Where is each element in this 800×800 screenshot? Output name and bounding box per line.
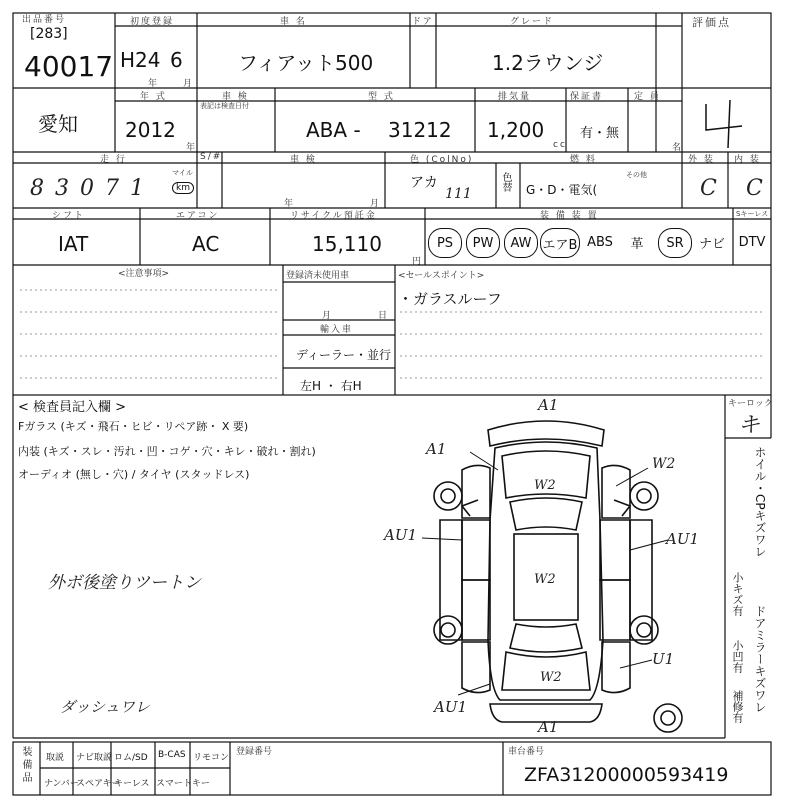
- fuel-label: 燃 料: [570, 155, 597, 165]
- import-value: ディーラー・並行: [296, 348, 392, 362]
- footer-item-keyless: キーレス: [114, 779, 150, 789]
- footer-item-smartkey: スマートキー: [156, 779, 210, 789]
- side-note-repair: 補修有: [731, 690, 744, 723]
- footer-item-remote: リモコン: [193, 753, 230, 763]
- mileage-label: 走 行: [100, 155, 127, 165]
- model-code: 31212: [388, 118, 452, 142]
- recycle-fee: 15,110: [312, 232, 382, 256]
- cc-unit: cc: [553, 140, 567, 150]
- handwritten-note-2: ダッシュワレ: [60, 698, 150, 716]
- inspector-line1: Fガラス (キズ・飛石・ヒビ・リペア跡・ X 要): [18, 420, 249, 433]
- capacity-unit: 名: [672, 143, 684, 153]
- reg-no-label: 登録番号: [236, 747, 273, 757]
- month-unit: 月: [183, 79, 195, 89]
- shift: IAT: [58, 232, 89, 256]
- fuel-value: G・D・電気(: [526, 183, 598, 197]
- mark-front-right: W2: [652, 456, 676, 472]
- inspect-month-unit: 月: [370, 199, 382, 209]
- fuel-other: その他: [626, 171, 647, 179]
- keylock-label: キーロック: [728, 399, 773, 409]
- color-number: 111: [445, 186, 472, 202]
- equip-aw: AW: [504, 228, 538, 258]
- sales-point: ・ガラスルーフ: [398, 290, 502, 308]
- footer-item-manual: 取説: [46, 753, 65, 763]
- km-unit: km: [172, 182, 194, 194]
- warranty-value: 有・無: [580, 126, 620, 141]
- reg-month: 月: [322, 311, 334, 321]
- footer-item-rom: ロム/SD: [114, 753, 148, 763]
- footer-item-navi-manual: ナビ取説: [76, 753, 113, 763]
- keylock-value: キ: [738, 413, 761, 438]
- reg-unused-label: 登録済未使用車: [286, 271, 350, 281]
- footer-equip-title: 装 備 品: [20, 746, 31, 783]
- door-label: ドア: [412, 17, 434, 27]
- equip-airbag: エアB: [540, 228, 580, 258]
- footer-item-number: ナンバー: [44, 779, 79, 789]
- inspection-label: 車 検: [222, 92, 249, 102]
- side-note-mirror: ドアミラーキズワレ: [753, 605, 767, 713]
- capacity-label: 定 員: [634, 92, 661, 102]
- exhibit-sub: [283]: [30, 26, 68, 42]
- interior-grade: C: [746, 176, 763, 201]
- displacement: 1,200: [487, 118, 545, 142]
- color-label: 色 (ColNo): [410, 155, 474, 165]
- displacement-label: 排気量: [498, 92, 532, 102]
- shift-label: シフト: [52, 211, 86, 221]
- footer-item-spare-key: スペアキー: [76, 779, 121, 789]
- yen-unit: 円: [412, 257, 424, 267]
- exhibit-number: 40017: [24, 50, 114, 83]
- mark-left-door: AU1: [384, 526, 418, 544]
- caution-label: <注意事項>: [118, 269, 170, 279]
- equip-abs: ABS: [587, 234, 613, 250]
- car-name: フィアット500: [238, 51, 374, 75]
- sunit-label: S/#: [200, 152, 223, 162]
- mileage: 8 3 0 7 1: [30, 176, 146, 201]
- model-year-unit: 年: [186, 143, 198, 153]
- sales-label: <セールスポイント>: [398, 271, 485, 281]
- exhibit-label: 出品番号: [22, 15, 67, 25]
- recycle-label: リサイクル預託金: [290, 211, 377, 221]
- equip-ps: PS: [428, 228, 462, 258]
- ac-label: エアコン: [176, 211, 220, 221]
- grade: 1.2ラウンジ: [492, 51, 604, 75]
- handwritten-note-1: 外ボ後塗りツートン: [48, 573, 201, 593]
- inspector-title: < 検査員記入欄 >: [18, 400, 127, 415]
- grade-label: グレード: [510, 17, 555, 27]
- exterior-grade: C: [700, 176, 717, 201]
- side-note-wheel: ホイル・CPキズワレ: [753, 446, 767, 558]
- inspector-line2: 内装 (キズ・スレ・汚れ・凹・コゲ・穴・キレ・破れ・割れ): [18, 445, 316, 458]
- color-side-label: 色替: [500, 172, 511, 192]
- mark-hood: W2: [534, 478, 556, 493]
- mile-unit: マイル: [172, 169, 193, 177]
- equip-label: 装 備 装 置: [540, 211, 599, 221]
- side-note-dent: 小凹有: [731, 640, 744, 673]
- mark-roof: W2: [534, 572, 556, 587]
- model-year: 2012: [125, 118, 176, 142]
- mark-trunk: W2: [540, 670, 562, 685]
- equip-navi: ナビ: [698, 236, 725, 252]
- prefecture: 愛知: [38, 112, 78, 136]
- mark-front-bumper: A1: [538, 396, 559, 414]
- equip-sr: SR: [658, 228, 692, 258]
- mark-rear-bumper: A1: [538, 718, 559, 736]
- model-year-label: 年 式: [140, 92, 167, 102]
- car-name-label: 車 名: [280, 17, 307, 27]
- equip-pw: PW: [466, 228, 500, 258]
- reg-day: 日: [378, 311, 390, 321]
- first-reg-month: 6: [170, 48, 183, 72]
- inspect-date-label: 車 検: [290, 155, 317, 165]
- exterior-label: 外 装: [688, 155, 715, 165]
- year-unit: 年: [148, 79, 160, 89]
- mark-rear-right: U1: [652, 650, 675, 668]
- handle-value: 左H ・ 右H: [300, 379, 362, 393]
- footer-item-bcas: B-CAS: [158, 750, 186, 760]
- import-label: 輸入車: [320, 325, 354, 335]
- chassis-label: 車台番号: [508, 747, 545, 757]
- score-handwriting: [706, 100, 742, 148]
- smartkey-label: Sキーレス: [736, 210, 769, 218]
- mark-rear-left: AU1: [434, 698, 468, 716]
- first-reg-value: H24: [120, 48, 161, 72]
- inspect-year-unit: 年: [284, 199, 296, 209]
- inspector-line3: オーディオ (無し・穴) / タイヤ (スタッドレス): [18, 468, 250, 481]
- inspection-sub: 表記は検査日付: [200, 102, 249, 110]
- chassis-number: ZFA31200000593419: [524, 764, 729, 786]
- model-prefix: ABA -: [306, 118, 361, 142]
- mark-right-door: AU1: [666, 530, 700, 548]
- equip-leather: 革: [630, 236, 644, 252]
- model-label: 型 式: [368, 92, 395, 102]
- warranty-label: 保証書: [570, 92, 604, 102]
- mark-front-left: A1: [426, 440, 447, 458]
- first-reg-label: 初度登録: [130, 17, 175, 27]
- equip-dtv: DTV: [738, 234, 766, 250]
- ac: AC: [192, 232, 220, 256]
- color: アカ: [410, 175, 438, 191]
- score-label: 評価点: [692, 16, 731, 29]
- side-note-scratch: 小キズ有: [731, 572, 744, 616]
- interior-label: 内 装: [734, 155, 761, 165]
